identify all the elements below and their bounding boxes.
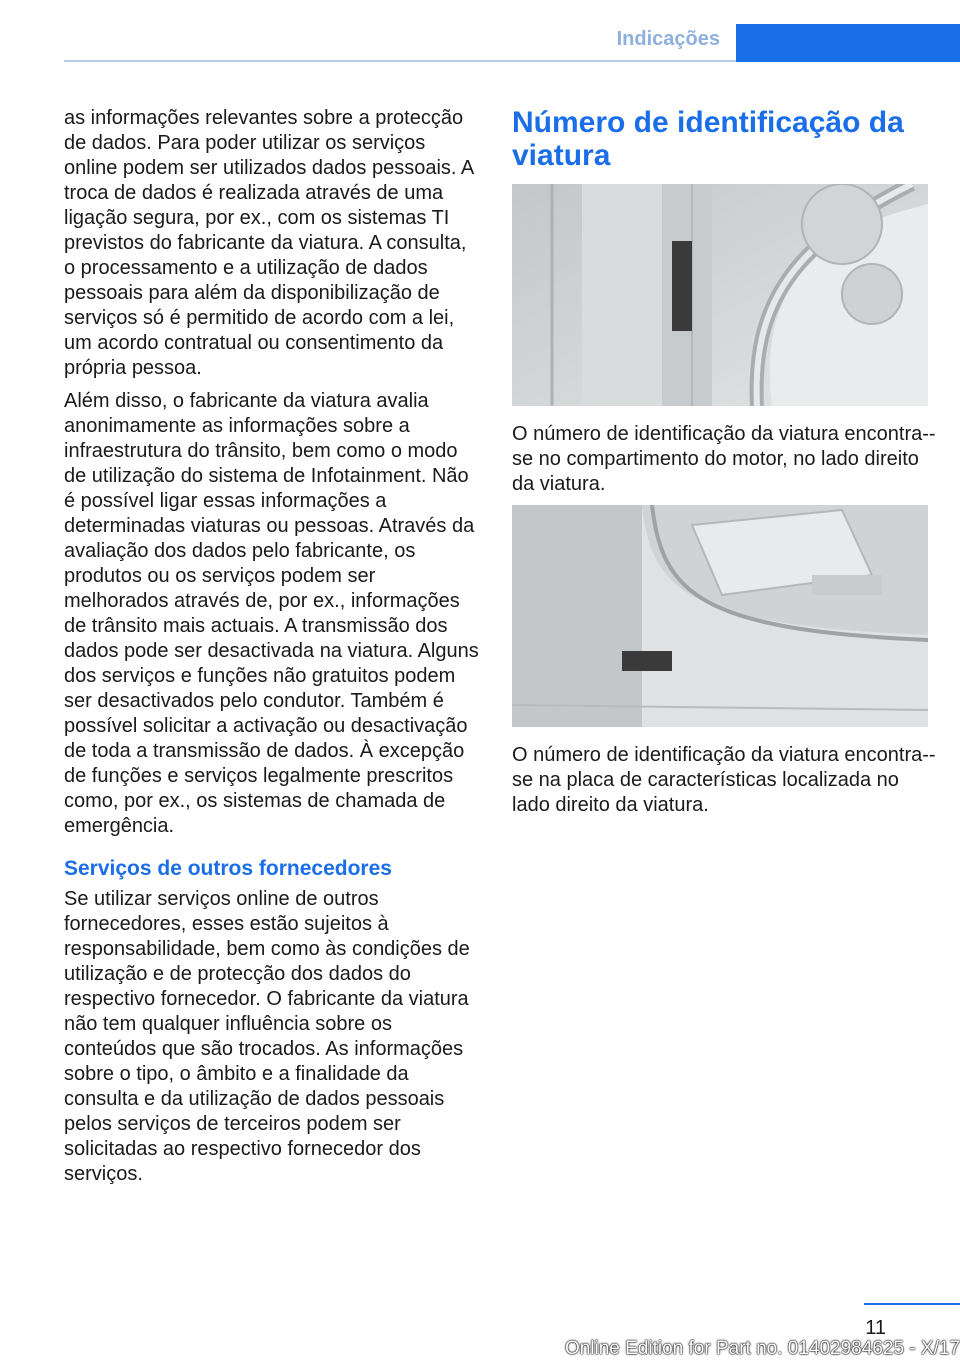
- section-tab: [736, 24, 960, 62]
- edition-watermark: Online Edition for Part no. 01402984625 - X/17: [564, 1338, 960, 1359]
- engine-compartment-image: [512, 184, 928, 406]
- subheading: Serviços de outros fornecedores: [64, 857, 392, 880]
- left-column: [64, 106, 482, 1195]
- footer-rule: [864, 1303, 960, 1305]
- image-caption: O número de identificação da viatura encontra--se na placa de características localizada no lado direito da viatura.: [512, 744, 936, 816]
- engine-compartment-illustration: [512, 184, 928, 406]
- section-title: Indicações: [616, 28, 720, 50]
- door-sill-image: [512, 505, 928, 727]
- main-heading: Número de identificação da viatura: [512, 106, 904, 172]
- image-caption: O número de identificação da viatura encontra--se no compartimento do motor, no lado direito da viatura.: [512, 423, 936, 495]
- door-sill-illustration: [512, 505, 928, 727]
- paragraph: as informações relevantes sobre a protecção de dados. Para poder utilizar os serviços online podem ser utilizados dados pessoais. A troca de dados é realizada através de uma ligação segura, por ex., com os sistemas TI previstos do fabricante da viatura. A consulta, o processamento e a utilização de dados pessoais para além da disponibilização de serviços só é permitido de acordo com a lei, um acordo contratual ou consentimento da própria pessoa.: [64, 107, 474, 379]
- header-rule: [64, 60, 736, 62]
- right-column: [512, 106, 942, 826]
- paragraph: Se utilizar serviços online de outros fornecedores, esses estão sujeitos à responsabilidade, bem como às condições de utilização e de protecção dos dados do respectivo fornecedor. O fabricante da viatura não tem qualquer influência sobre os conteúdos que são trocados. As informações sobre o tipo, o âmbito e a finalidade da consulta e da utilização de dados pessoais pelos serviços de terceiros podem ser solicitadas ao respectivo fornecedor dos serviços.: [64, 888, 470, 1185]
- paragraph: Além disso, o fabricante da viatura avalia anonimamente as informações sobre a infraestrutura do trânsito, bem como o modo de utilização do sistema de Infotainment. Não é possível ligar essas informações a determinadas viaturas ou pessoas. Através da avaliação dos dados pelo fabricante, os produtos ou os serviços podem ser melhorados através de, por ex., informações de trânsito mais actuais. A transmissão dos dados pode ser desactivada na viatura. Alguns dos serviços e funções não gratuitos podem ser desactivados pelo condutor. Também é possível solicitar a activação ou desactivação de toda a transmissão de dados. À excepção de funções e serviços legalmente prescritos como, por ex., os sistemas de chamada de emergência.: [64, 390, 479, 837]
- page-number: 11: [865, 1317, 886, 1339]
